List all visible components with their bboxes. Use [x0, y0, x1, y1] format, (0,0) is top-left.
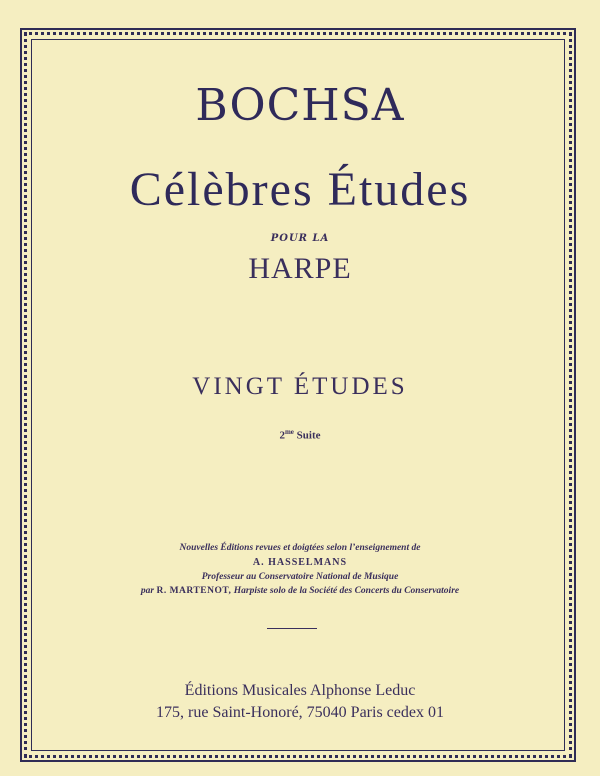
composer-name: BOCHSA	[195, 80, 405, 131]
instrument-name: HARPE	[248, 252, 352, 285]
reviser-name: R. MARTENOT,	[156, 586, 232, 596]
subtitle: VINGT ÉTUDES	[192, 373, 408, 400]
pour-la-text: POUR LA	[270, 233, 330, 244]
work-title: Célèbres Études	[129, 163, 471, 216]
publisher-address: 175, rue Saint-Honoré, 75040 Paris cedex 01	[156, 704, 444, 721]
divider-rule	[267, 628, 317, 629]
reviser-line	[0, 586, 600, 596]
editor-name: A. HASSELMANS	[252, 557, 348, 568]
edition-note: Nouvelles Éditions revues et doigtées selon l’enseignement de	[179, 543, 421, 553]
reviser-title: Harpiste solo de la Société des Concerts du Conservatoire	[233, 586, 460, 596]
publisher-name: Éditions Musicales Alphonse Leduc	[184, 682, 416, 699]
suite-number: 2	[279, 429, 285, 442]
suite-label	[0, 428, 600, 442]
editor-title: Professeur au Conservatoire National de Musique	[201, 572, 399, 582]
suite-superscript: me	[284, 428, 294, 436]
reviser-prefix: par	[140, 586, 155, 596]
suite-word: Suite	[293, 429, 321, 442]
